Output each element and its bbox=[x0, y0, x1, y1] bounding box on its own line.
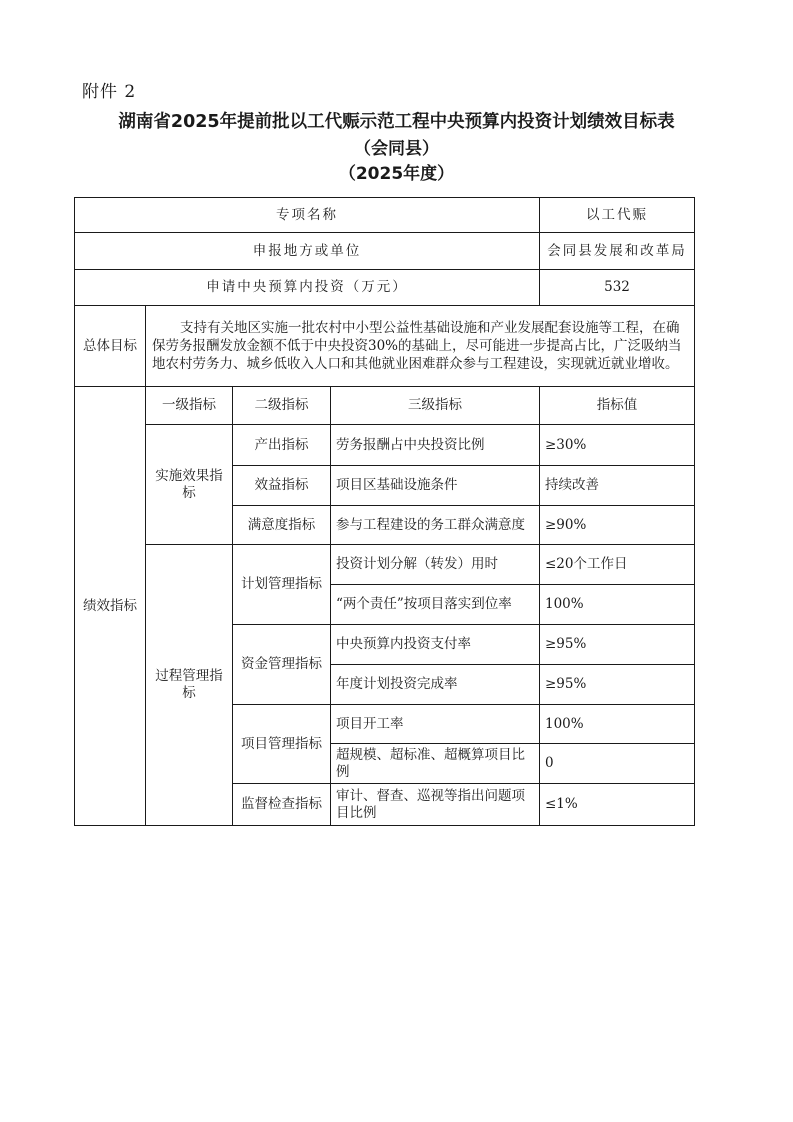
level2-fund-management: 资金管理指标 bbox=[233, 625, 331, 705]
header-level3: 三级指标 bbox=[331, 387, 540, 425]
applicant-label: 申报地方或单位 bbox=[75, 233, 540, 270]
level3-item: 年度计划投资完成率 bbox=[331, 665, 540, 705]
investment-label: 申请中央预算内投资（万元） bbox=[75, 270, 540, 306]
overall-goal-label: 总体目标 bbox=[75, 306, 146, 387]
level2-plan-management: 计划管理指标 bbox=[233, 545, 331, 625]
level3-item: 劳务报酬占中央投资比例 bbox=[331, 425, 540, 466]
level3-item: 中央预算内投资支付率 bbox=[331, 625, 540, 665]
level2-output: 产出指标 bbox=[233, 425, 331, 466]
table-row bbox=[75, 233, 695, 270]
applicant-value: 会同县发展和改革局 bbox=[540, 233, 695, 270]
metric-value: 100% bbox=[540, 585, 695, 625]
performance-metrics-label: 绩效指标 bbox=[75, 387, 146, 826]
attachment-label: 附件 2 bbox=[82, 82, 137, 102]
investment-value: 532 bbox=[540, 270, 695, 306]
table-row bbox=[75, 270, 695, 306]
header-level1: 一级指标 bbox=[146, 387, 233, 425]
metric-value: 0 bbox=[540, 744, 695, 784]
level2-project-management: 项目管理指标 bbox=[233, 705, 331, 784]
level3-item: “两个责任”按项目落实到位率 bbox=[331, 585, 540, 625]
level3-item: 项目区基础设施条件 bbox=[331, 466, 540, 506]
level1-process-management: 过程管理指标 bbox=[146, 545, 233, 826]
document-subtitle-year: （2025年度） bbox=[338, 164, 455, 184]
overall-goal-text: 支持有关地区实施一批农村中小型公益性基础设施和产业发展配套设施等工程，在确保劳务报酬发放金额不低于中央投资30%的基础上，尽可能进一步提高占比，广泛吸纳当地农村劳务力、城乡低收入人口和其他就业困难群众参与工程建设，实现就近就业增收。 bbox=[146, 306, 695, 387]
metric-value: ≥95% bbox=[540, 665, 695, 705]
level2-supervision: 监督检查指标 bbox=[233, 784, 331, 826]
project-name-label: 专项名称 bbox=[75, 198, 540, 233]
level1-implementation-effect: 实施效果指标 bbox=[146, 425, 233, 545]
metric-value: ≥95% bbox=[540, 625, 695, 665]
metric-value: ≥30% bbox=[540, 425, 695, 466]
metric-value: ≤1% bbox=[540, 784, 695, 826]
level3-item: 投资计划分解（转发）用时 bbox=[331, 545, 540, 585]
project-name-value: 以工代赈 bbox=[540, 198, 695, 233]
document-title: 湖南省2025年提前批以工代赈示范工程中央预算内投资计划绩效目标表 bbox=[118, 112, 675, 132]
table-row bbox=[75, 545, 695, 585]
metric-value: 100% bbox=[540, 705, 695, 744]
table-row bbox=[75, 306, 695, 387]
document-subtitle-county: （会同县） bbox=[354, 139, 439, 159]
metric-value: ≤20个工作日 bbox=[540, 545, 695, 585]
table-row bbox=[75, 387, 695, 425]
level3-item: 超规模、超标准、超概算项目比例 bbox=[331, 744, 540, 784]
performance-target-table bbox=[74, 197, 695, 826]
level3-item: 项目开工率 bbox=[331, 705, 540, 744]
table-row bbox=[75, 198, 695, 233]
level2-benefit: 效益指标 bbox=[233, 466, 331, 506]
metric-value: ≥90% bbox=[540, 506, 695, 545]
level2-satisfaction: 满意度指标 bbox=[233, 506, 331, 545]
level3-item: 参与工程建设的务工群众满意度 bbox=[331, 506, 540, 545]
metric-value: 持续改善 bbox=[540, 466, 695, 506]
header-level2: 二级指标 bbox=[233, 387, 331, 425]
table-row bbox=[75, 425, 695, 466]
header-value: 指标值 bbox=[540, 387, 695, 425]
level3-item: 审计、督查、巡视等指出问题项目比例 bbox=[331, 784, 540, 826]
